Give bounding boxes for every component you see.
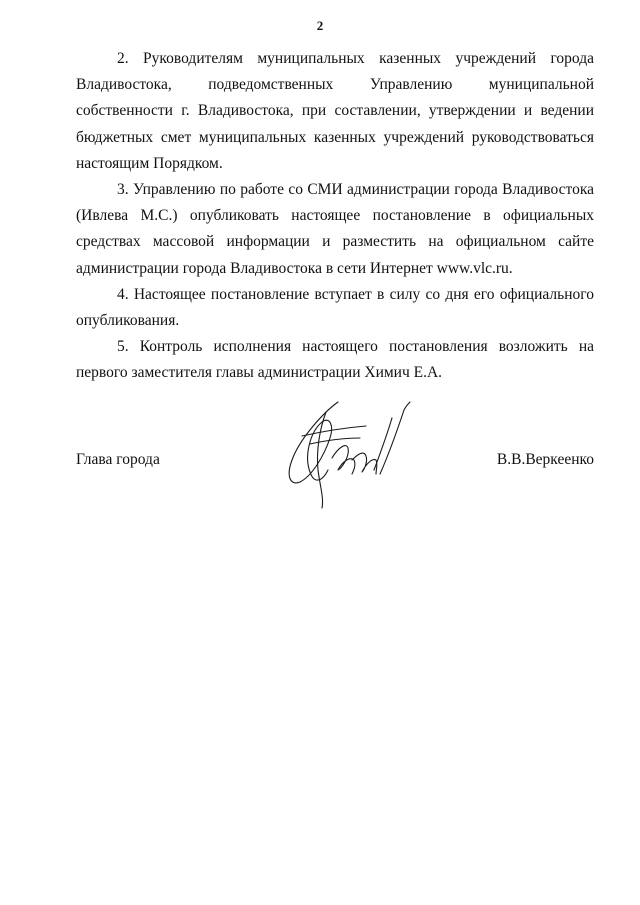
position-title: Глава города bbox=[76, 451, 160, 468]
signatory-name: В.В.Веркеенко bbox=[496, 451, 594, 468]
paragraph-3: 3. Управлению по работе со СМИ администрации города Владивостока (Ивлева М.С.) опубликовать настоящее постановление в официальных средствах массовой информации и разместить на официальном сайте администрации города Владивостока в сети Интернет www.vlc.ru. bbox=[76, 181, 594, 277]
page-number: 2 bbox=[316, 18, 324, 33]
signature-row bbox=[76, 447, 594, 473]
paragraph-5: 5. Контроль исполнения настоящего постановления возложить на первого заместителя главы администрации Химич Е.А. bbox=[76, 338, 594, 382]
document-body bbox=[76, 46, 594, 387]
paragraph-4: 4. Настоящее постановление вступает в силу со дня его официального опубликования. bbox=[76, 285, 594, 330]
paragraph-2: 2. Руководителям муниципальных казенных учреждений города Владивостока, подведомственных Управлению муниципальной собственности г. Владивостока, при составлении, утверждении и ведении бюджетных смет муниципальных казенных учреждений руководствоваться настоящим Порядком. bbox=[76, 50, 594, 172]
